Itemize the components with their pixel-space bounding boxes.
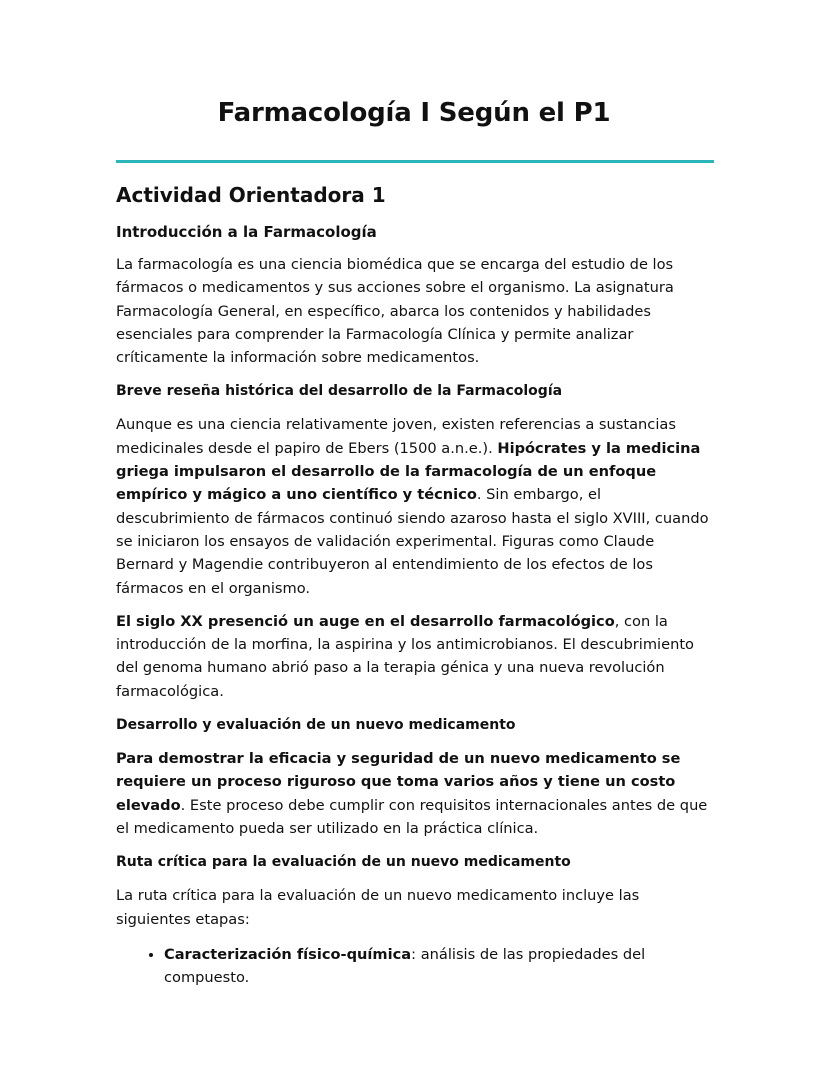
history-p2-bold: El siglo XX presenció un auge en el desarrollo farmacológico — [116, 612, 615, 630]
development-paragraph — [116, 747, 714, 840]
history-paragraph-2 — [116, 610, 714, 703]
critical-path-heading: Ruta crítica para la evaluación de un nuevo medicamento — [116, 854, 571, 871]
history-paragraph-1 — [116, 413, 714, 599]
list-item-term: Caracterización físico-química — [164, 945, 412, 963]
intro-paragraph: La farmacología es una ciencia biomédica que se encarga del estudio de los fármacos o medicamentos y sus acciones sobre el organismo. La asignatura Farmacología General, en específico, abarca los contenidos y habilidades esenciales para comprender la Farmacología Clínica y permite analizar críticamente la información sobre medicamentos. — [116, 256, 674, 367]
document-body — [116, 178, 714, 989]
development-p-end: . Este proceso debe cumplir con requisitos internacionales antes de que el medicamento pueda ser utilizado en la práctica clínica. — [116, 796, 708, 837]
history-p2-end: , con la introducción de la morfina, la aspirina y los antimicrobianos. El descubrimiento del genoma humano abrió paso a la terapia génica y una nueva revolución farmacológica. — [116, 612, 694, 700]
document-title: Farmacología I Según el P1 — [217, 98, 611, 128]
development-heading: Desarrollo y evaluación de un nuevo medicamento — [116, 717, 516, 734]
history-p1-end: . Sin embargo, el descubrimiento de fármacos continuó siendo azaroso hasta el siglo XVIII, cuando se iniciaron los ensayos de validación experimental. Figuras como Claude Bernard y Magendie contribuyeron al entendimiento de los efectos de los fármacos en el organismo. — [116, 486, 709, 597]
history-p1-bold: Hipócrates y la medicina griega impulsaron el desarrollo de la farmacología de un enfoque empírico y mágico a uno científico y técnico — [116, 439, 701, 504]
history-heading: Breve reseña histórica del desarrollo de la Farmacología — [116, 383, 563, 400]
critical-path-list — [116, 943, 714, 989]
list-item-description: : análisis de las propiedades del compuesto. — [164, 945, 646, 986]
intro-heading: Introducción a la Farmacología — [116, 223, 377, 241]
list-item — [164, 943, 714, 989]
history-p1-start: Aunque es una ciencia relativamente joven, existen referencias a sustancias medicinales desde el papiro de Ebers (1500 a.n.e.). — [116, 416, 676, 457]
critical-path-paragraph: La ruta crítica para la evaluación de un nuevo medicamento incluye las siguientes etapas: — [116, 887, 640, 928]
title-divider — [116, 160, 714, 163]
development-p-bold: Para demostrar la eficacia y seguridad de un nuevo medicamento se requiere un proceso riguroso que toma varios años y tiene un costo elevado — [116, 750, 681, 814]
activity-heading: Actividad Orientadora 1 — [116, 183, 386, 207]
